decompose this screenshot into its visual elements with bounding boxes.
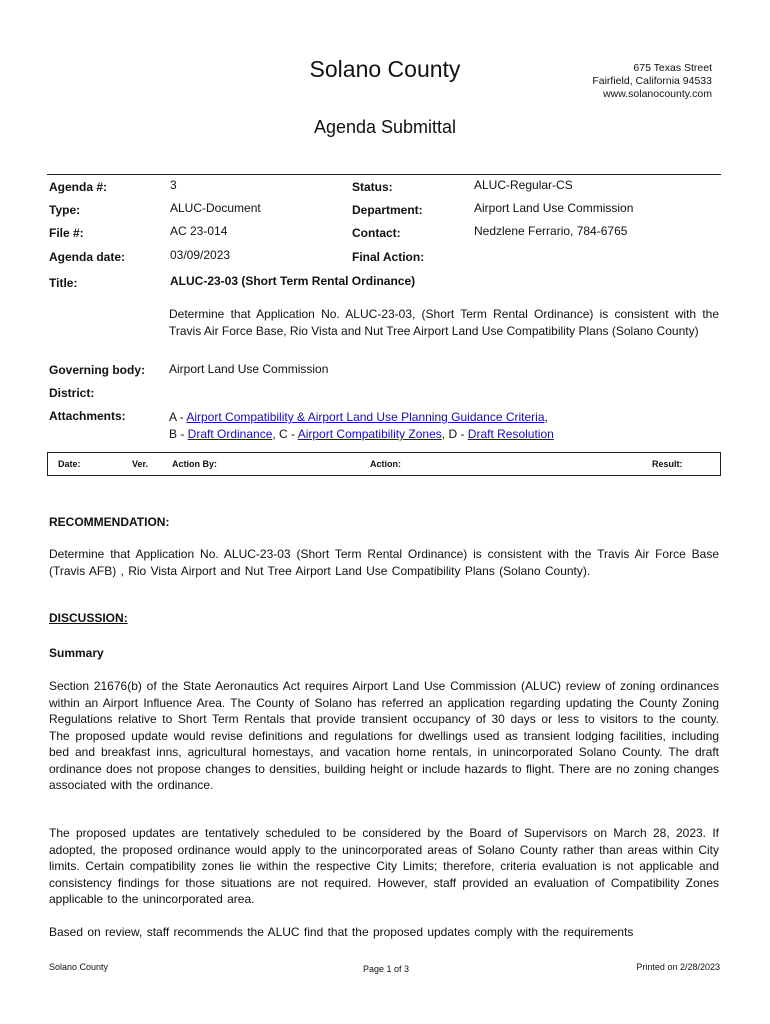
attachment-c-prefix: , C - [272,427,298,441]
footer-printed-date: Printed on 2/28/2023 [636,962,720,972]
page-subtitle: Agenda Submittal [313,117,457,137]
history-result-header: Result: [652,459,683,469]
attachment-a-sep: , [544,410,548,424]
attachment-d-prefix: , D - [441,427,468,441]
recommendation-heading: RECOMMENDATION: [49,515,170,529]
history-ver-header: Ver. [132,459,149,469]
address-city: Fairfield, California 94533 [592,75,712,87]
history-action-header: Action: [370,459,401,469]
history-table-header [47,452,721,476]
governing-body-label: Governing body: [49,363,145,377]
address-website: www.solanocounty.com [603,88,712,100]
attachment-b-prefix: B - [169,427,188,441]
agenda-date-value: 03/09/2023 [170,248,231,262]
county-title: Solano County [309,56,461,82]
attachment-a-link[interactable]: Airport Compatibility & Airport Land Use Planning Guidance Criteria [186,410,545,424]
summary-paragraph-2: The proposed updates are tentatively scheduled to be considered by the Board of Supervisors on March 28, 2023. If adopted, the proposed ordinance would apply to the unincorporated areas of Solano County rather than areas within City limits. Certain compatibility zones lie within the respective City Limits; therefore, criteria evaluation is not applicable and consistency findings for those situations are not required. However, staff provided an evaluation of Compatibility Zones applicable to the unincorporated area. [49,826,719,906]
file-number-value: AC 23-014 [170,224,228,238]
history-action-by-header: Action By: [172,459,217,469]
summary-paragraph-3: Based on review, staff recommends the ALUC find that the proposed updates comply with the requirements [49,925,634,939]
summary-heading: Summary [49,646,104,660]
department-value: Airport Land Use Commission [474,201,634,215]
type-label: Type: [49,203,81,217]
recommendation-text: Determine that Application No. ALUC-23-03 (Short Term Rental Ordinance) is consistent with the Travis Air Force Base (Travis AFB) , Rio Vista Airport and Nut Tree Airport Land Use Compatibility Plans (Solano County). [49,547,719,578]
agenda-number-value: 3 [170,178,177,192]
attachments-list [169,409,729,443]
footer-county: Solano County [49,962,109,972]
contact-label: Contact: [352,226,401,240]
attachment-d-link[interactable]: Draft Resolution [467,427,554,441]
attachment-c-link[interactable]: Airport Compatibility Zones [297,427,442,441]
type-value: ALUC-Document [170,201,261,215]
header-divider [47,174,721,175]
county-address [592,62,712,101]
attachments-label: Attachments: [49,409,126,423]
summary-paragraph-1: Section 21676(b) of the State Aeronautics Act requires Airport Land Use Commission (ALUC) review of zoning ordinances within an Airport Influence Area. The County of Solano has referred an application regarding updating the County Zoning Regulations relative to Short Term Rentals that provide transient occupancy of 30 days or less to visitors to the county. The proposed update would revise definitions and regulations for dwellings used as transient lodging facilities, including bed and breakfast inns, agricultural homestays, and vacation home rentals, in unincorporated Solano County. The draft ordinance does not propose changes to densities, building height or include hazards to flight. There are no zoning changes associated with the ordinance. [49,679,719,792]
title-label: Title: [49,276,78,290]
discussion-heading: DISCUSSION: [49,611,128,625]
footer-page-number: Page 1 of 3 [363,964,410,974]
district-label: District: [49,386,95,400]
address-street: 675 Texas Street [633,62,712,74]
attachment-b-link[interactable]: Draft Ordinance [187,427,273,441]
history-date-header: Date: [58,459,81,469]
agenda-number-label: Agenda #: [49,180,108,194]
file-number-label: File #: [49,226,84,240]
status-label: Status: [352,180,393,194]
contact-value: Nedzlene Ferrario, 784-6765 [474,224,628,238]
attachments-line-2 [169,426,729,443]
attachment-a-prefix: A - [169,410,187,424]
title-value: ALUC-23-03 (Short Term Rental Ordinance) [170,274,416,288]
department-label: Department: [352,203,423,217]
attachments-line-1 [169,409,729,426]
governing-body-value: Airport Land Use Commission [169,362,329,376]
final-action-label: Final Action: [352,250,425,264]
title-description: Determine that Application No. ALUC-23-03, (Short Term Rental Ordinance) is consistent with the Travis Air Force Base, Rio Vista and Nut Tree Airport Land Use Compatibility Plans (Solano County) [169,307,719,338]
status-value: ALUC-Regular-CS [474,178,573,192]
agenda-date-label: Agenda date: [49,250,126,264]
